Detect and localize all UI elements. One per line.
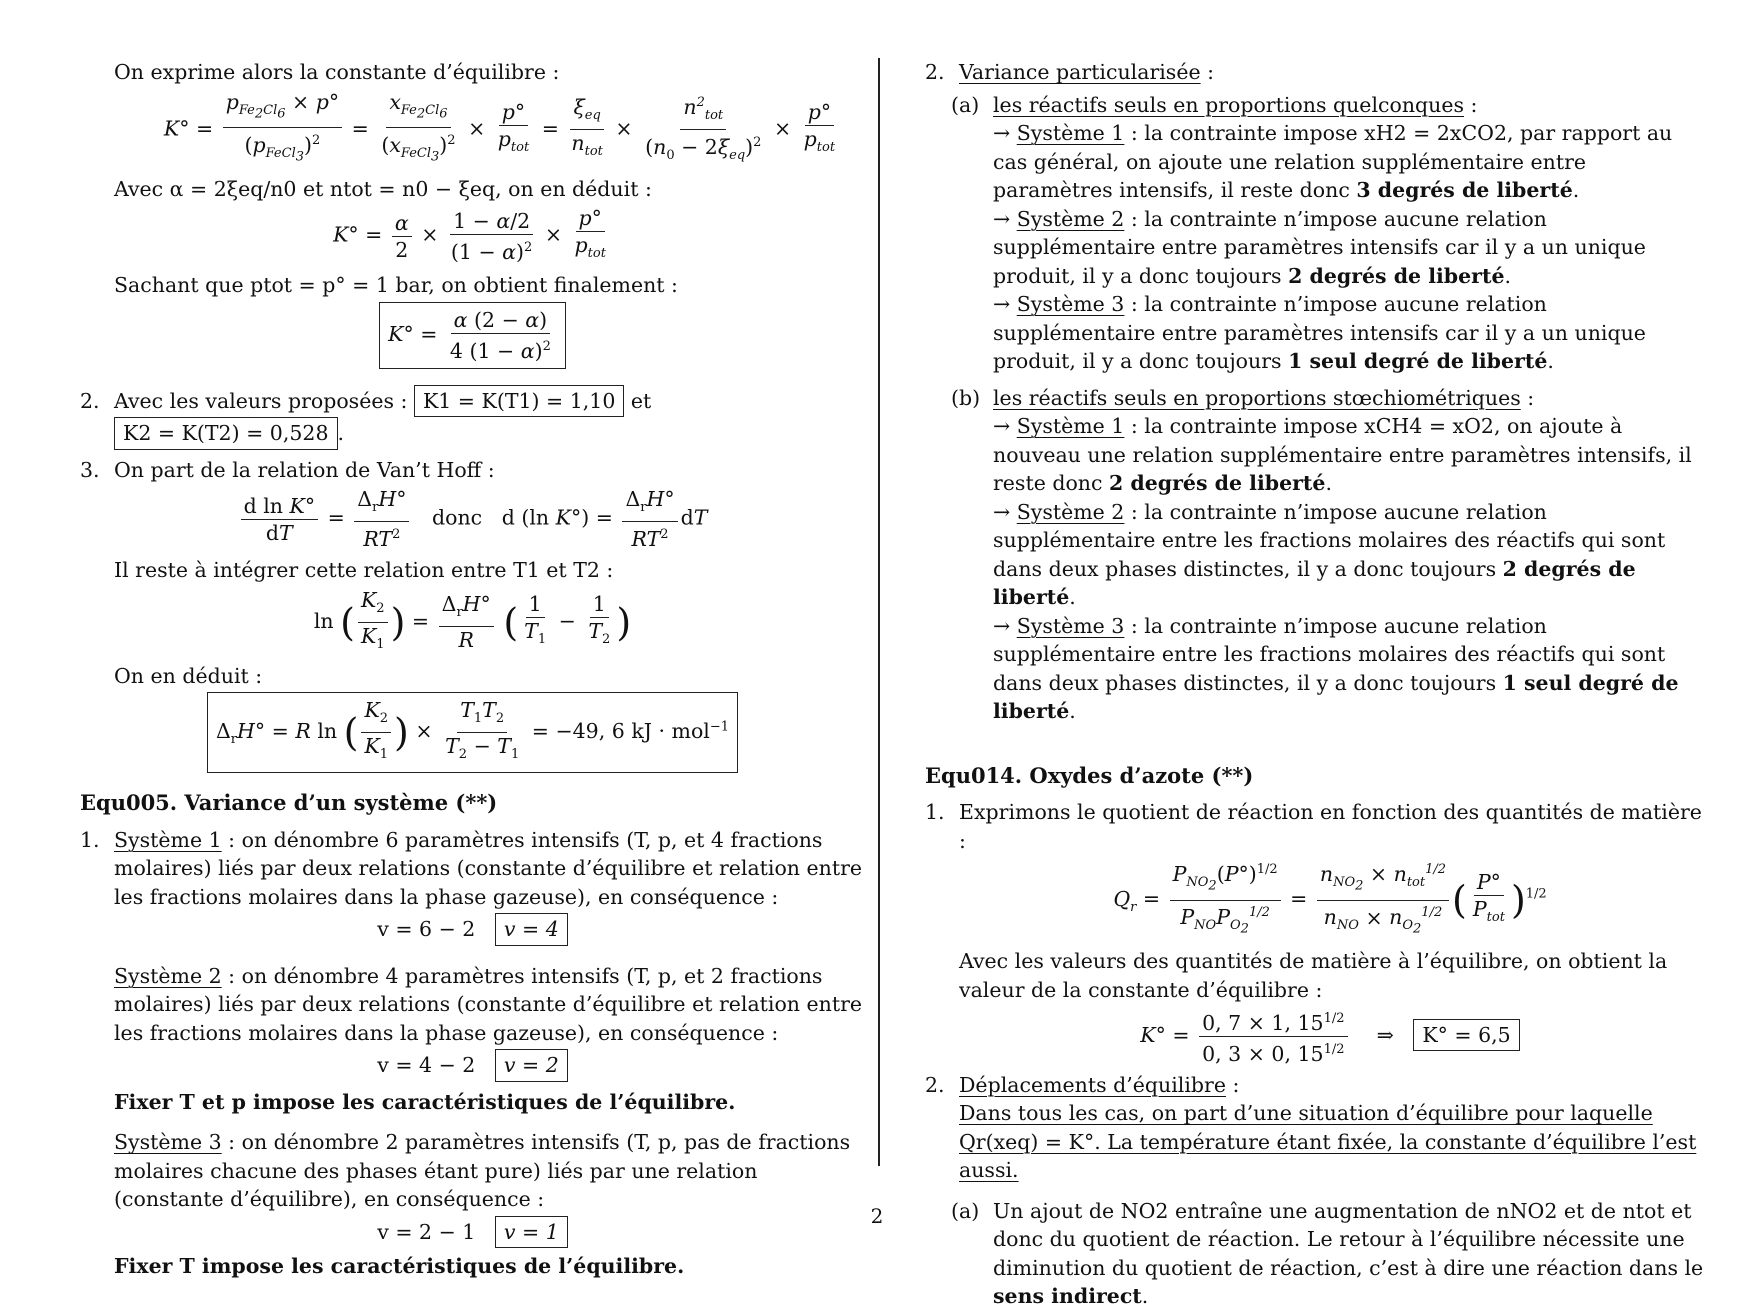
- b-system-2: → Système 2 : la contrainte n’impose aucune relation supplémentaire entre les fractions molaires des réactifs qui sont dans deux phases distinctes, il y a donc toujours 2 degrés de liberté.: [993, 499, 1666, 609]
- section-title-equ014: Equ014. Oxydes d’azote (**): [925, 762, 1254, 788]
- b-system-3: → Système 3 : la contrainte n’impose aucune relation supplémentaire entre les fractions molaires des réactifs qui sont dans deux phases distinctes, il y a donc toujours 1 seul degré de liberté.: [993, 613, 1679, 723]
- right-column: [925, 58, 1705, 1311]
- item-3: 3. On part de la relation de Van’t Hoff :: [80, 457, 495, 482]
- integrer-text: Il reste à intégrer cette relation entre T1 et T2 :: [114, 558, 614, 583]
- system-3-equation: v = 2 − 1 v = 1: [80, 1216, 865, 1249]
- a-system-3: → Système 3 : la contrainte n’impose aucune relation supplémentaire entre paramètres intensifs car il y a un unique produit, il y a donc toujours 1 seul degré de liberté.: [993, 292, 1646, 373]
- fixer-T: Fixer T impose les caractéristiques de l’équilibre.: [114, 1254, 685, 1279]
- q1-text-2: Avec les valeurs des quantités de matière à l’équilibre, on obtient la valeur de la constante d’équilibre :: [959, 949, 1668, 1002]
- a-system-1: → Système 1 : la contrainte impose xH2 = 2xCO2, par rapport au cas général, on ajoute une relation supplémentaire entre paramètres intensifs, il reste donc 3 degrés de liberté.: [993, 121, 1673, 202]
- system-2-paragraph: Système 2 : on dénombre 4 paramètres intensifs (T, p, et 2 fractions molaires) liés par deux relations (constante d’équilibre et relation entre les fractions molaires dans la phase gazeuse), en conséquence :: [114, 963, 863, 1045]
- q1-text: 1. Exprimons le quotient de réaction en fonction des quantités de matière :: [925, 800, 1702, 853]
- section-title-equ005: Equ005. Variance d’un système (**): [80, 790, 498, 816]
- subitem-b-title: (b) les réactifs seuls en proportions stœchiométriques :: [951, 385, 1535, 410]
- subitem-a-title: (a) les réactifs seuls en proportions quelconques :: [951, 92, 1478, 117]
- K2-result: K2 = K(T2) = 0,528: [114, 417, 338, 450]
- deduit-text: On en déduit :: [114, 663, 263, 688]
- avec-text: Avec α = 2ξeq/n0 et ntot = n0 − ξeq, on en déduit :: [114, 176, 652, 201]
- equation-K-definition: K° = $\frac{p_{Fe_2Cl_6} \times p^\circ}{(p_{FeCl_3})^2}$ = $\frac{x_{Fe_2Cl_6}}{(x_{FeCl_3})^2}$ × $\frac{p^\circ}{p_{tot}}$ = $\frac{\xi_{eq}}{n_{tot}}$ × $\frac{n^2_{tot}}{(n_0 - 2\xi_{eq})^2}$ × $\frac{p^\circ}{p_{tot}}$: [163, 89, 836, 165]
- system-2-equation: v = 4 − 2 v = 2: [80, 1049, 865, 1082]
- equation-Qr: $Q_r$ = $\frac{P_{NO_2}(P^\circ)^{1/2}}{P_{NO}P_{O_2}^{1/2}}$ = $\frac{n_{NO_2} \times n_{tot}^{1/2}}{n_{NO} \times n_{O_2}^{1/2}}$ ( $\frac{P^\circ}{P_{tot}}$ )$^{1/2}$: [955, 857, 1705, 943]
- equation-ln: ln ( $\frac{K_2}{K_1}$ ) = $\frac{\Delta_rH^\circ}{R}$ ( $\frac{1}{T_1}$ − $\frac{1}{T_2}$ ): [313, 587, 632, 653]
- intro-text: On exprime alors la constante d’équilibre :: [114, 60, 560, 84]
- fixer-T-p: Fixer T et p impose les caractéristiques de l’équilibre.: [114, 1089, 736, 1114]
- sachant-text: Sachant que ptot = p° = 1 bar, on obtient finalement :: [114, 273, 678, 298]
- page-number: 2: [870, 1204, 884, 1228]
- system-1-paragraph: 1. Système 1 : on dénombre 6 paramètres intensifs (T, p, et 4 fractions molaires) liés par deux relations (constante d’équilibre et relation entre les fractions molaires dans la phase gazeuse), en conséquence :: [80, 827, 863, 909]
- system-1-equation: v = 6 − 2 v = 4: [80, 913, 865, 946]
- q2-title: 2. Déplacements d’équilibre :: [925, 1072, 1240, 1097]
- a-system-2: → Système 2 : la contrainte n’impose aucune relation supplémentaire entre paramètres intensifs car il y a un unique produit, il y a donc toujours 2 degrés de liberté.: [993, 206, 1646, 288]
- equation-final: K° = $\frac{\alpha (2 - \alpha)}{4 (1 - \alpha)^2}$: [80, 302, 865, 369]
- column-divider: [878, 58, 880, 1166]
- equation-K-calc: K° = $\frac{0, 7 \times 1, 15^{1/2}}{0, 3 \times 0, 15^{1/2}}$ ⇒ K° = 6,5: [955, 1006, 1705, 1067]
- K-result-box: K° = 6,5: [1413, 1019, 1519, 1052]
- K1-result: K1 = K(T1) = 1,10: [414, 385, 624, 418]
- left-column: [80, 58, 865, 1281]
- item-2: 2. Avec les valeurs proposées : K1 = K(T1) = 1,10 et K2 = K(T2) = 0,528 .: [80, 385, 865, 450]
- equation-K-alpha: K° = $\frac{\alpha}{2}$ × $\frac{1 - \alpha/2}{(1 - \alpha)^2}$ × $\frac{p^\circ}{p_{tot}}$: [333, 206, 606, 264]
- system-3-paragraph: Système 3 : on dénombre 2 paramètres intensifs (T, p, pas de fractions molaires chacune des phases étant pure) liés par une relation (constante d’équilibre), en conséquence :: [114, 1130, 851, 1212]
- equation-vanthoff: $\frac{\text{d ln K°}}{dT}$ = $\frac{\Delta_rH^\circ}{RT^2}$ donc d (ln K°) = $\frac{\Delta_rH^\circ}{RT^2}$ dT: [80, 486, 865, 552]
- q2-a: (a) Un ajout de NO2 entraîne une augmentation de nNO2 et de ntot et donc du quotient de réaction. Le retour à l’équilibre nécessite une diminution du quotient de réaction, c’est à dire une réaction dans le sens indirect.: [951, 1198, 1704, 1309]
- q2-intro: Dans tous les cas, on part d’une situation d’équilibre pour laquelle Qr(xeq) = K°. La température étant fixée, la constante d’équilibre l’est aussi.: [959, 1101, 1697, 1183]
- equation-deltaH: $\Delta_rH^\circ = R$ ln ( $\frac{K_2}{K_1}$ ) × $\frac{T_1T_2}{T_2 - T_1}$ = −49, 6 kJ · mol$^{-1}$: [80, 692, 865, 773]
- b-system-1: → Système 1 : la contrainte impose xCH4 = xO2, on ajoute à nouveau une relation supplémentaire entre paramètres intensifs, il reste donc 2 degrés de liberté.: [993, 414, 1692, 495]
- item-2-title: 2. Variance particularisée :: [925, 60, 1215, 84]
